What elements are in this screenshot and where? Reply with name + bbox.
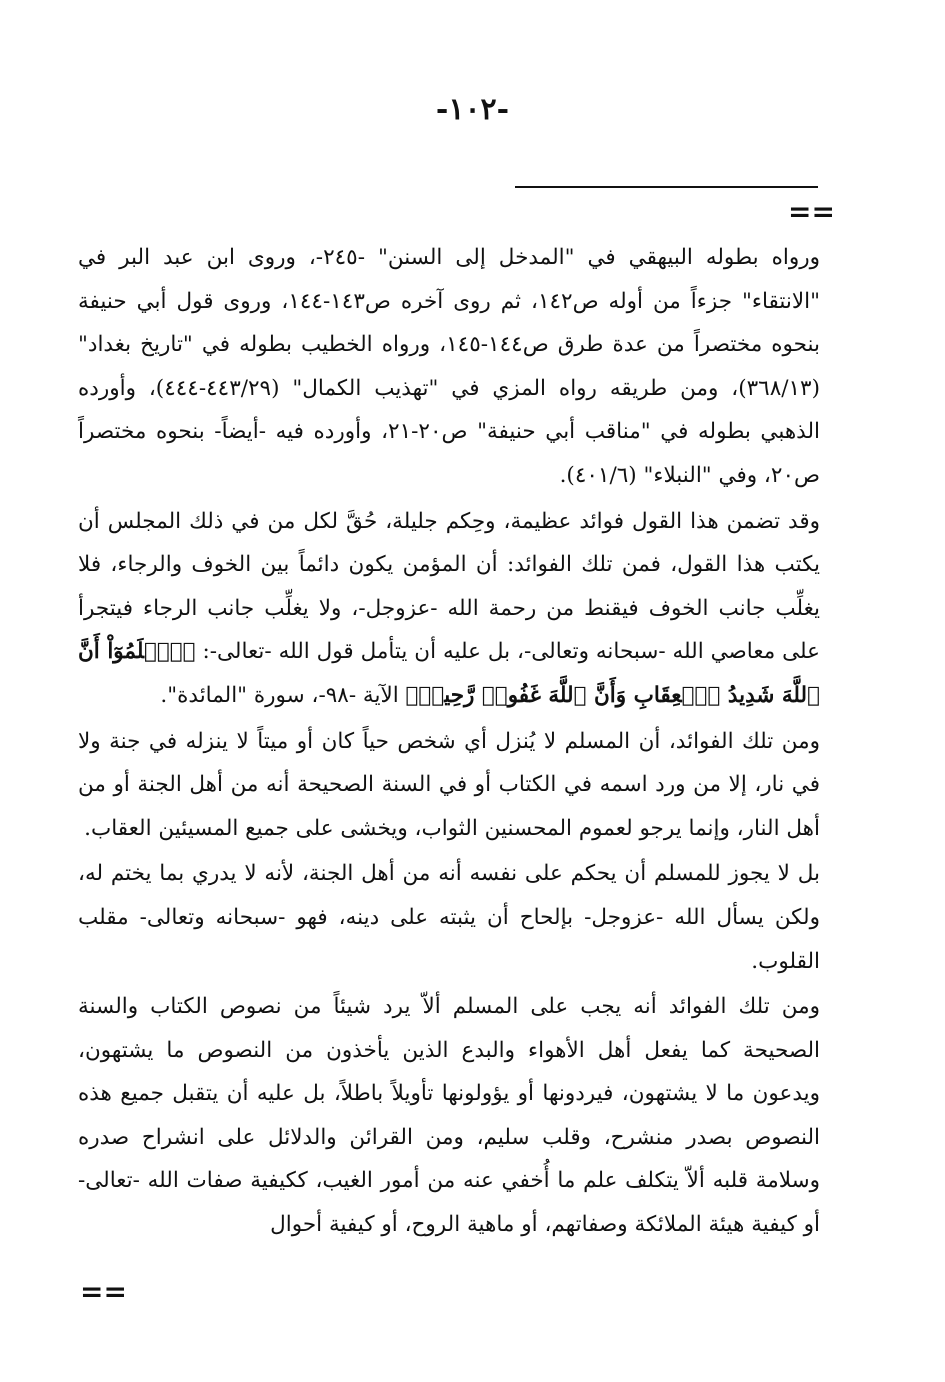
paragraph-self-judgement: بل لا يجوز للمسلم أن يحكم على نفسه أنه من أهل الجنة، لأنه لا يدري بما يختم له، ولكن يسأل الله -عزوجل- بإلحاح أن يثبته على دينه، فهو -سبحانه وتعالى- مقلب القلوب. <box>78 861 820 974</box>
continuation-marker-top: == <box>788 195 835 228</box>
footnote-separator-line <box>515 186 818 188</box>
page-body <box>78 236 820 1247</box>
page-number: -١٠٢- <box>435 92 510 127</box>
verse-reference: الآية -٩٨-، سورة "المائدة". <box>160 682 399 708</box>
paragraph-sources: ورواه بطوله البيهقي في "المدخل إلى السنن" -٢٤٥-، وروى ابن عبد البر في "الانتقاء" جزءاً من أوله ص١٤٢، ثم روى آخره ص١٤٣-١٤٤، وروى قول أبي حنيفة بنحوه مختصراً من عدة طرق ص١٤٤-١٤٥، ورواه الخطيب بطوله في "تاريخ بغداد" (٣٦٨/١٣)، ومن طريقه رواه المزي في "تهذيب الكمال" (٤٤٣/٢٩-٤٤٤)، وأورده الذهبي بطوله في "مناقب أبي حنيفة" ص٢٠-٢١، وأورده فيه -أيضاً- بنحوه مختصراً ص٢٠، وفي "النبلاء" (٤٠١/٦). <box>78 245 821 488</box>
continuation-marker-bottom: == <box>80 1275 127 1308</box>
paragraph-benefits <box>78 500 820 718</box>
paragraph-judgement: ومن تلك الفوائد، أن المسلم لا يُنزل أي شخص حياً كان أو ميتاً لا ينزله في جنة ولا في نار، إلا من ورد اسمه في الكتاب أو في السنة الصحيحة أنه من أهل الجنة أو من أهل النار، وإنما يرجو لعموم المحسنين الثواب، ويخشى على جميع المسيئين العقاب. <box>78 728 820 841</box>
paragraph-benefits-text: وقد تضمن هذا القول فوائد عظيمة، وحِكم جليلة، حُقَّ لكل من في ذلك المجلس أن يكتب هذا القول، فمن تلك الفوائد: أن المؤمن يكون دائماً بين الخوف والرجاء، فلا يغلِّب جانب الخوف فيقنط من رحمة الله -عزوجل-، ولا يغلِّب جانب الرجاء فيتجرأ على معاصي الله -سبحانه وتعالى-، بل عليه أن يتأمل قول الله -تعالى-: <box>78 508 821 665</box>
quran-verse: ﴿ٱعۡلَمُوٓاْ أَنَّ ٱللَّهَ شَدِيدُ ٱلۡعِقَابِ وَأَنَّ ٱللَّهَ غَفُورٞ رَّحِيمٞ﴾ <box>78 639 820 708</box>
paragraph-texts: ومن تلك الفوائد أنه يجب على المسلم ألاّ يرد شيئاً من نصوص الكتاب والسنة الصحيحة كما يفعل أهل الأهواء والبدع الذين يأخذون من النصوص ما يشتهون، ويدعون ما لا يشتهون، فيردونها أو يؤولونها تأويلاً باطلاً، بل عليه أن يتقبل جميع هذه النصوص بصدر منشرح، وقلب سليم، ومن القرائن والدلائل على انشراح صدره وسلامة قلبه ألاّ يتكلف علم ما أُخفي عنه من أمور الغيب، ككيفية صفات الله -تعالى- أو كيفية هيئة الملائكة وصفاتهم، أو ماهية الروح، أو كيفية أحوال <box>78 994 820 1238</box>
